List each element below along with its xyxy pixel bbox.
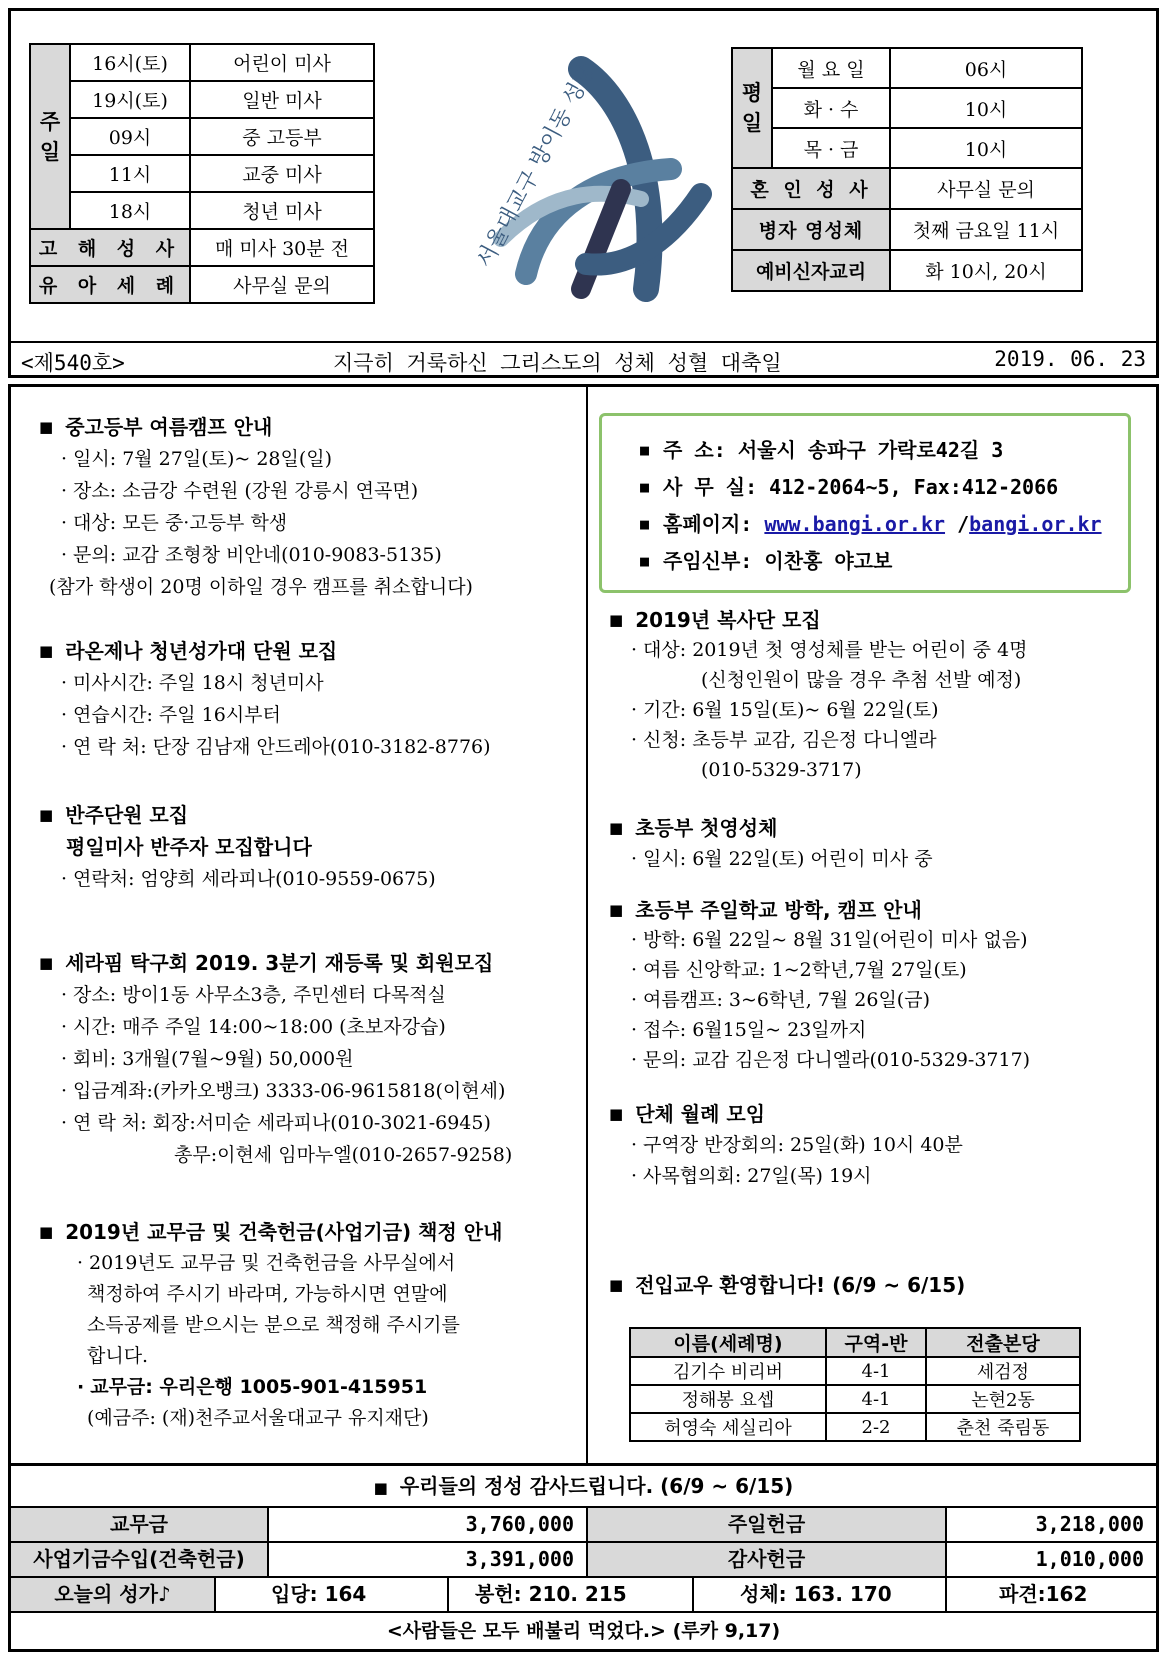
column-header: 구역-반 [826,1328,926,1357]
catechumen-value: 화 10시, 20시 [890,250,1082,291]
monthly-meeting-heading: ■ 단체 월례 모임 [609,1099,963,1130]
hymn-label: 오늘의 성가♪ [11,1578,216,1611]
address-value: 서울시 송파구 가락로42길 3 [737,438,1004,462]
camp-line: · 장소: 소금강 수련원 (강원 강릉시 연곡면) [39,475,473,507]
mass-time: 16시(토) [70,44,190,81]
dues-account: · 교무금: 우리은행 1005-901-415951 [39,1372,502,1403]
homepage-link[interactable]: www.bangi.or.kr [764,512,946,536]
accompanist-sub: 평일미사 반주자 모집합니다 [66,835,312,859]
monthly-meeting-line: · 사목협의회: 27일(목) 19시 [609,1161,963,1192]
office-label: 사 무 실: [663,475,758,499]
homepage-row [640,508,1102,537]
gospel-verse: <사람들은 모두 배불리 먹었다.> (루카 9,17) [386,1620,781,1642]
pingpong-line: · 연 락 처: 회장:서미순 세라피나(010-3021-6945) [39,1107,512,1139]
sunday-mass-table [29,43,375,304]
altar-server-heading: ■ 2019년 복사단 모집 [609,605,1027,635]
parish-info-box [599,413,1131,593]
new-parishioner-table [629,1327,1081,1442]
cell: 김기수 비리버 [630,1357,826,1385]
offering-row [11,1508,1156,1543]
hymn-recessional: 파견:162 [999,1582,1088,1606]
feast-title: 지극히 거룩하신 그리스도의 성체 성혈 대축일 [333,351,782,375]
first-communion-section [609,813,933,875]
mass-time: 18시 [70,192,190,229]
camp-note: (참가 학생이 20명 이하일 경우 캠프를 취소합니다) [49,576,473,598]
first-communion-line: · 일시: 6월 22일(토) 어린이 미사 중 [609,844,933,875]
table-row [630,1413,1080,1441]
offering-value: 3,391,000 [269,1543,588,1576]
church-logo [431,39,731,309]
main-content [8,384,1159,1466]
dues-text: · 2019년도 교무금 및 건축헌금을 사무실에서 [39,1248,502,1279]
weekday-day: 화 · 수 [772,88,890,128]
table-row [630,1385,1080,1413]
sick-communion-value: 첫째 금요일 11시 [890,209,1082,250]
hymn-communion: 성체: 163. 170 [694,1578,947,1611]
hymn-offertory: 봉헌: 210. 215 [449,1578,694,1611]
pingpong-line-cont: 총무:이현세 임마누엘(010-2657-9258) [174,1144,513,1166]
camp-section [39,411,473,603]
column-header: 이름(세례명) [630,1328,826,1357]
cell: 허영숙 세실리아 [630,1413,826,1441]
choir-line: · 미사시간: 주일 18시 청년미사 [39,667,491,699]
accompanist-heading: ■ 반주단원 모집 [39,799,436,831]
sunday-school-line: · 여름캠프: 3~6학년, 7월 26일(금) [609,985,1030,1015]
pingpong-line: · 입금계좌:(카카오뱅크) 3333-06-9615818(이현세) [39,1075,512,1107]
offering-title-text: 우리들의 정성 감사드립니다. (6/9 ~ 6/15) [399,1474,794,1498]
cell: 춘천 죽림동 [926,1413,1080,1441]
camp-heading: ■ 중고등부 여름캠프 안내 [39,411,473,443]
wedding-value: 사무실 문의 [890,168,1082,209]
camp-line: · 대상: 모든 중·고등부 학생 [39,507,473,539]
pastor-value: 이찬홍 야고보 [764,549,893,573]
office-row [640,471,1058,500]
hymn-row [11,1578,1156,1613]
pingpong-line: · 장소: 방이1동 사무소3층, 주민센터 다목적실 [39,979,512,1011]
choir-heading: ■ 라온제나 청년성가대 단원 모집 [39,635,491,667]
choir-line: · 연 락 처: 단장 김남재 안드레아(010-3182-8776) [39,731,491,763]
logo-text: 서울대교구 방이동 성당 [472,60,601,272]
first-communion-heading: ■ 초등부 첫영성체 [609,813,933,844]
monthly-meeting-section [609,1099,963,1192]
camp-line: · 일시: 7월 27일(토)~ 28일(일) [39,443,473,475]
offering-value: 1,010,000 [1035,1547,1144,1571]
offering-label: 교무금 [11,1508,269,1541]
wedding-label: 혼 인 성 사 [732,168,890,209]
address-label: 주 소: [663,438,726,462]
dues-text: 소득공제를 받으시는 분으로 책정해 주시기를 [87,1314,460,1336]
baptism-label: 유 아 세 례 [30,266,190,303]
pingpong-section [39,947,512,1171]
dues-text: 합니다. [87,1345,149,1367]
sunday-school-line: · 여름 신앙학교: 1~2학년,7월 27일(토) [609,955,1030,985]
cell: 세검정 [926,1357,1080,1385]
table-row [630,1357,1080,1385]
offering-title: ■ 우리들의 정성 감사드립니다. (6/9 ~ 6/15) [11,1466,1156,1508]
column-divider [586,387,588,1463]
choir-line: · 연습시간: 주일 16시부터 [39,699,491,731]
column-header: 전출본당 [926,1328,1080,1357]
mass-name: 어린이 미사 [190,44,374,81]
camp-line: · 문의: 교감 조형창 비안네(010-9083-5135) [39,539,473,571]
offering-label: 주일헌금 [588,1508,947,1541]
hymn-entrance: 입당: 164 [216,1578,449,1611]
offering-value: 3,760,000 [269,1508,588,1541]
mass-name: 중 고등부 [190,118,374,155]
weekday-time: 10시 [890,88,1082,128]
weekday-day: 월 요 일 [772,48,890,88]
confession-label: 고 해 성 사 [30,229,190,266]
altar-server-line-cont: (신청인원이 많을 경우 추첨 선발 예정) [701,669,1022,691]
altar-server-section [609,605,1027,785]
altar-server-line: · 기간: 6월 15일(토)~ 6월 22일(토) [609,695,1027,725]
monthly-meeting-line: · 구역장 반장회의: 25일(화) 10시 40분 [609,1130,963,1161]
mass-name: 일반 미사 [190,81,374,118]
sunday-school-heading: ■ 초등부 주일학교 방학, 캠프 안내 [609,895,1030,925]
dues-holder: (예금주: (재)천주교서울대교구 유지재단) [87,1407,429,1429]
homepage-label: 홈페이지: [663,512,753,536]
welcome-heading: ■ 전입교우 환영합니다! (6/9 ~ 6/15) [609,1269,965,1301]
pingpong-line: · 회비: 3개월(7월~9월) 50,000원 [39,1043,512,1075]
sunday-school-line: · 접수: 6월15일~ 23일까지 [609,1015,1030,1045]
offering-row [11,1543,1156,1578]
bulletin-header [8,8,1159,378]
sunday-label: 주 일 [30,44,70,229]
weekday-time: 10시 [890,128,1082,168]
altar-server-line: · 신청: 초등부 교감, 김은정 다니엘라 [609,725,1027,755]
mass-time: 11시 [70,155,190,192]
dues-text: 책정하여 주시기 바라며, 가능하시면 연말에 [87,1283,448,1305]
address-row [640,434,1003,463]
homepage-separator: / [957,512,970,536]
sunday-school-line: · 문의: 교감 김은정 다니엘라(010-5329-3717) [609,1045,1030,1075]
cell: 4-1 [826,1357,926,1385]
confession-value: 매 미사 30분 전 [190,229,374,266]
accompanist-line: · 연락처: 엄양희 세라피나(010-9559-0675) [39,863,436,895]
offering-label: 감사헌금 [588,1543,947,1576]
cell: 정해봉 요셉 [630,1385,826,1413]
pingpong-heading: ■ 세라핌 탁구회 2019. 3분기 재등록 및 회원모집 [39,947,512,979]
offering-section [8,1466,1159,1652]
office-value: 412-2064~5, Fax:412-2066 [769,475,1059,499]
pastor-label: 주임신부: [663,549,753,573]
welcome-section [609,1269,965,1301]
issue-date: 2019. 06. 23 [994,347,1146,371]
mass-time: 19시(토) [70,81,190,118]
weekday-mass-table [731,47,1083,292]
weekday-label: 평 일 [732,48,772,168]
catechumen-label: 예비신자교리 [732,250,890,291]
mass-time: 09시 [70,118,190,155]
mass-name: 청년 미사 [190,192,374,229]
sunday-school-line: · 방학: 6월 22일~ 8월 31일(어린이 미사 없음) [609,925,1030,955]
homepage-link-alt[interactable]: bangi.or.kr [969,512,1102,536]
cell: 4-1 [826,1385,926,1413]
pastor-row [640,545,892,574]
cell: 2-2 [826,1413,926,1441]
mass-name: 교중 미사 [190,155,374,192]
weekday-day: 목 · 금 [772,128,890,168]
accompanist-section [39,799,436,895]
sunday-school-section [609,895,1030,1075]
dues-heading: ■ 2019년 교무금 및 건축헌금(사업기금) 책정 안내 [39,1217,502,1248]
offering-label: 사업기금수입(건축헌금) [11,1543,269,1576]
weekday-time: 06시 [890,48,1082,88]
offering-value: 3,218,000 [1035,1512,1144,1536]
choir-section [39,635,491,763]
dues-section [39,1217,502,1434]
altar-server-line: · 대상: 2019년 첫 영성체를 받는 어린이 중 4명 [609,635,1027,665]
issue-number: <제540호> [21,351,125,375]
title-bar [11,341,1156,375]
baptism-value: 사무실 문의 [190,266,374,303]
sick-communion-label: 병자 영성체 [732,209,890,250]
pingpong-line: · 시간: 매주 주일 14:00~18:00 (초보자강습) [39,1011,512,1043]
altar-server-line-cont: (010-5329-3717) [701,759,862,781]
cell: 논현2동 [926,1385,1080,1413]
